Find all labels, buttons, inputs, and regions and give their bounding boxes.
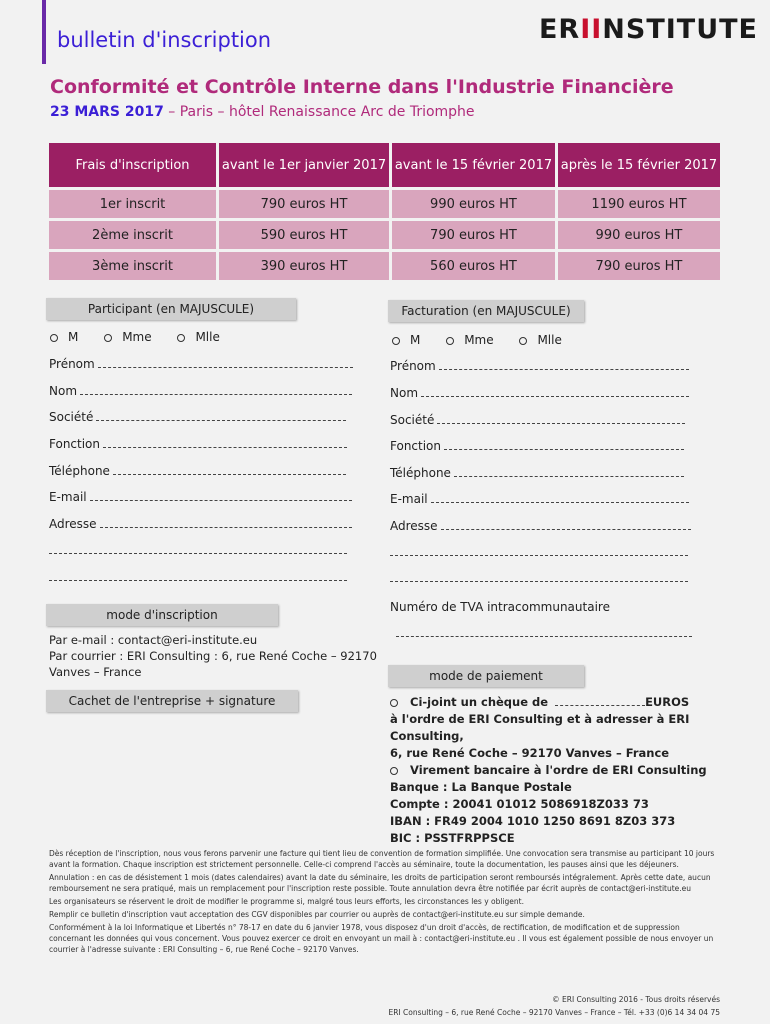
participant-fonction-field[interactable]: Fonction — [49, 437, 347, 451]
seminar-date: 23 MARS 2017 — [50, 104, 164, 120]
fees-header: Frais d'inscription — [49, 143, 216, 187]
table-row — [49, 190, 720, 218]
virement-radio[interactable] — [390, 767, 398, 775]
table-row — [49, 221, 720, 249]
facturation-email-field[interactable]: E-mail — [390, 492, 689, 506]
seminar-title: Conformité et Contrôle Interne dans l'Industrie Financière — [50, 76, 674, 98]
facturation-societe-field[interactable]: Société — [390, 413, 685, 427]
fees-cell: 2ème inscrit — [49, 221, 216, 249]
fees-cell: 3ème inscrit — [49, 252, 216, 280]
facturation-adresse-field[interactable]: Adresse — [390, 519, 691, 533]
mode-inscription-title: mode d'inscription — [46, 604, 278, 626]
participant-section-title: Participant (en MAJUSCULE) — [46, 298, 296, 320]
participant-address-line-3[interactable] — [49, 572, 347, 581]
facturation-telephone-field[interactable]: Téléphone — [390, 466, 684, 480]
header-accent-bar — [42, 0, 46, 64]
terms-and-conditions: Dès réception de l'inscription, nous vous ferons parvenir une facture qui tient lieu de convention de formation simplifiée. Une convocation sera transmise au participant 10 jours avant la formation. Chaque inscription est strictement personnelle. Celle-ci comprend l'accès au séminaire, toute la documentation, les pauses ainsi que les déjeuners. Annulation : en cas de désistement 1 mois (dates calendaires) avant la date du séminaire, les droits de participation seront remboursés intégralement. Après cette date, aucun remboursement ne sera pratiqué, mais un remplacement pour l'inscription reste possible. Toute annulation devra être notifiée par écrit auprès de contact@eri-institute.eu Les organisateurs se réservent le droit de modifier le programme si, malgré tous leurs efforts, les circonstances les y obligent. Remplir ce bulletin d'inscription vaut acceptation des CGV disponibles par courrier ou auprès de contact@eri-institute.eu sur simple demande. Conformément à la loi Informatique et Libertés n° 78-17 en date du 6 janvier 1978, vous disposez d'un droit d'accès, de rectification, de modification et de suppression concernant les données qui vous concernent. Vous pouvez exercer ce droit en envoyant un mail à : contact@eri-institute.eu . Il vous est également possible de nous envoyer un courrier à l'adresse suivante : ERI Consulting – 6, rue René Coche – 92170 Vanves. — [49, 849, 715, 954]
footer-address: ERI Consulting – 6, rue René Coche – 92170 Vanves – France – Tél. +33 (0)6 14 34 04 75 — [388, 1008, 720, 1017]
fees-cell: 590 euros HT — [219, 221, 389, 249]
seminar-date-location — [50, 104, 475, 120]
fees-cell: 990 euros HT — [558, 221, 720, 249]
document-type-title: bulletin d'inscription — [57, 28, 272, 52]
fees-cell: 1190 euros HT — [558, 190, 720, 218]
civility-m-radio[interactable] — [392, 337, 400, 345]
tva-label: Numéro de TVA intracommunautaire — [390, 600, 610, 614]
participant-telephone-field[interactable]: Téléphone — [49, 464, 346, 478]
facturation-nom-field[interactable]: Nom — [390, 386, 689, 400]
fees-header: avant le 1er janvier 2017 — [219, 143, 389, 187]
fees-header: avant le 15 février 2017 — [392, 143, 555, 187]
participant-prenom-field[interactable]: Prénom — [49, 357, 353, 371]
civility-mlle-radio[interactable] — [177, 334, 185, 342]
cachet-signature-title: Cachet de l'entreprise + signature — [46, 690, 298, 712]
fees-cell: 390 euros HT — [219, 252, 389, 280]
fees-cell: 790 euros HT — [219, 190, 389, 218]
mode-paiement-details: Ci-joint un chèque de EUROS à l'ordre de ERI Consulting et à adresser à ERI Consulting, 6, rue René Coche – 92170 Vanves – France Virement bancaire à l'ordre de ERI Consulting Banque : La Banque Postale Compte : 20041 01012 5086918Z033 73 IBAN : FR49 2004 1010 1250 8691 8Z03 373 BIC : PSSTFRPPSCE — [390, 694, 730, 847]
civility-mlle-radio[interactable] — [519, 337, 527, 345]
cheque-option[interactable]: Ci-joint un chèque de EUROS — [390, 694, 730, 711]
fees-cell: 990 euros HT — [392, 190, 555, 218]
participant-civility: M Mme Mlle — [50, 330, 242, 344]
facturation-section-title: Facturation (en MAJUSCULE) — [388, 300, 584, 322]
participant-email-field[interactable]: E-mail — [49, 490, 352, 504]
fees-header: après le 15 février 2017 — [558, 143, 720, 187]
participant-nom-field[interactable]: Nom — [49, 384, 352, 398]
tva-field[interactable] — [396, 628, 692, 637]
civility-mme-radio[interactable] — [104, 334, 112, 342]
facturation-prenom-field[interactable]: Prénom — [390, 359, 689, 373]
fees-cell: 560 euros HT — [392, 252, 555, 280]
civility-mme-radio[interactable] — [446, 337, 454, 345]
participant-adresse-field[interactable]: Adresse — [49, 517, 352, 531]
mode-inscription-details: Par e-mail : contact@eri-institute.eu Par courrier : ERI Consulting : 6, rue René Coche – 92170 Vanves – France — [49, 633, 377, 679]
facturation-civility: M Mme Mlle — [392, 333, 584, 347]
facturation-address-line-2[interactable] — [390, 547, 688, 556]
fees-table — [46, 140, 723, 283]
seminar-location: – Paris – hôtel Renaissance Arc de Triomphe — [163, 104, 475, 120]
participant-address-line-2[interactable] — [49, 545, 347, 554]
mode-paiement-title: mode de paiement — [388, 665, 584, 687]
fees-header-row — [49, 143, 720, 187]
cheque-radio[interactable] — [390, 699, 398, 707]
fees-cell: 1er inscrit — [49, 190, 216, 218]
eri-institute-logo: ERIINSTITUTE — [538, 14, 758, 45]
participant-societe-field[interactable]: Société — [49, 410, 346, 424]
table-row — [49, 252, 720, 280]
facturation-fonction-field[interactable]: Fonction — [390, 439, 684, 453]
copyright: © ERI Consulting 2016 - Tous droits réservés — [552, 995, 720, 1004]
virement-option[interactable]: Virement bancaire à l'ordre de ERI Consulting — [390, 762, 730, 779]
fees-cell: 790 euros HT — [558, 252, 720, 280]
civility-m-radio[interactable] — [50, 334, 58, 342]
fees-cell: 790 euros HT — [392, 221, 555, 249]
facturation-address-line-3[interactable] — [390, 573, 688, 582]
